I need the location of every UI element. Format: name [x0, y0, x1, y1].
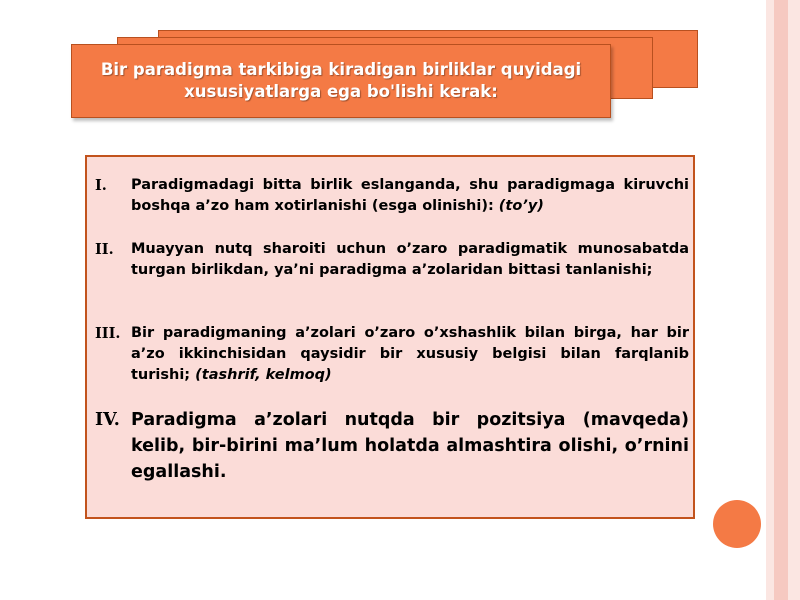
item-body: Paradigma a’zolari nutqda bir pozitsiya (mavqeda) kelib, bir-birini ma’lum holatda almashtira olishi, o’rnini egallashi. — [131, 410, 689, 482]
item-text — [131, 323, 689, 386]
item-text — [131, 239, 689, 281]
title-banner — [71, 44, 611, 118]
item-text — [131, 175, 689, 217]
decor-circle — [713, 500, 761, 548]
item-text — [131, 407, 689, 485]
list-item-3 — [95, 323, 689, 386]
item-number: IV. — [95, 410, 120, 430]
content-box — [85, 155, 695, 519]
item-number: II. — [95, 241, 114, 258]
side-decor-stripe — [766, 0, 800, 600]
item-example: (to’y) — [498, 198, 544, 214]
list-item-4 — [95, 407, 689, 485]
item-body: Paradigmadagi bitta birlik eslanganda, shu paradigmaga kiruvchi boshqa a’zo ham xotirlanishi (esga olinishi): — [131, 177, 689, 214]
list-item-1 — [95, 175, 689, 217]
slide-title: Bir paradigma tarkibiga kiradigan birliklar quyidagi xususiyatlarga ega bo'lishi kerak: — [100, 60, 582, 101]
item-number: I. — [95, 177, 107, 194]
item-number: III. — [95, 325, 121, 342]
item-example: (tashrif, kelmoq) — [195, 367, 332, 383]
item-body: Muayyan nutq sharoiti uchun o’zaro paradigmatik munosabatda turgan birlikdan, ya’ni paradigma a’zolaridan bittasi tanlanishi; — [131, 241, 689, 278]
list-item-2 — [95, 239, 689, 281]
item-body: Bir paradigmaning a’zolari o’zaro o’xshashlik bilan birga, har bir a’zo ikkinchisidan qaysidir bir xususiy belgisi bilan farqlanib turishi; — [131, 325, 689, 383]
